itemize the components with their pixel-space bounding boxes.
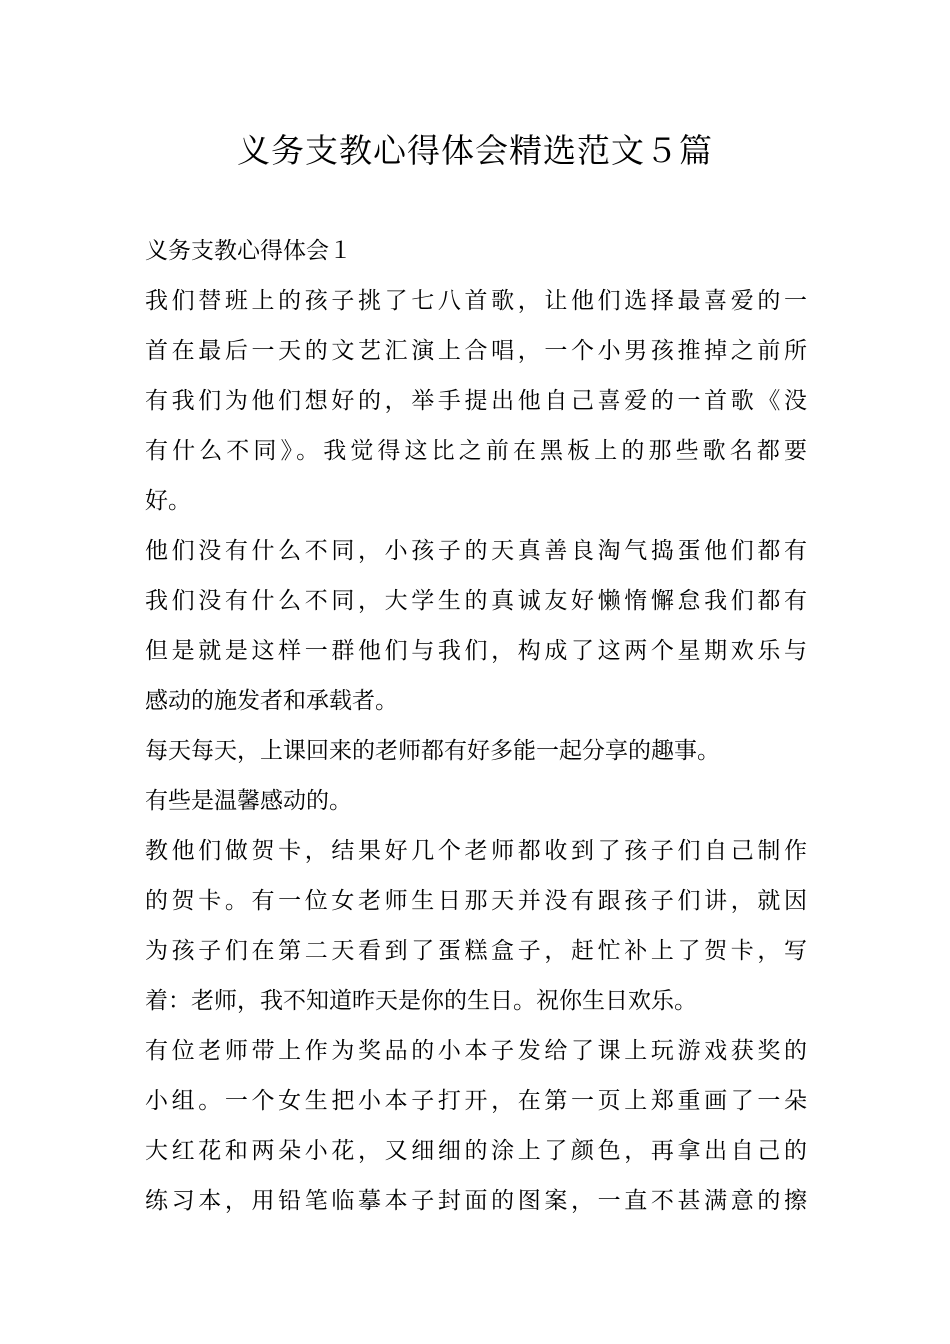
paragraph-1 xyxy=(145,276,807,526)
text-line: 每天每天，上课回来的老师都有好多能一起分享的趣事。 xyxy=(145,738,720,764)
paragraph-4 xyxy=(145,776,807,826)
text-line: 为孩子们在第二天看到了蛋糕盒子，赶忙补上了贺卡，写 xyxy=(145,938,807,964)
text-line: 有什么不同》。我觉得这比之前在黑板上的那些歌名都要 xyxy=(145,438,807,464)
text-line: 但是就是这样一群他们与我们，构成了这两个星期欢乐与 xyxy=(145,638,807,664)
text-line: 大红花和两朵小花，又细细的涂上了颜色，再拿出自己的 xyxy=(145,1138,807,1164)
text-line: 着：老师，我不知道昨天是你的生日。祝你生日欢乐。 xyxy=(145,988,697,1014)
section-heading: 义务支教心得体会１ xyxy=(145,238,352,264)
paragraph-5 xyxy=(145,826,807,1026)
text-line: 感动的施发者和承载者。 xyxy=(145,688,398,714)
text-line: 有位老师带上作为奖品的小本子发给了课上玩游戏获奖的 xyxy=(145,1038,807,1064)
text-line: 的贺卡。有一位女老师生日那天并没有跟孩子们讲，就因 xyxy=(145,888,807,914)
text-line: 好。 xyxy=(145,488,191,514)
text-line: 我们替班上的孩子挑了七八首歌，让他们选择最喜爱的一 xyxy=(145,288,807,314)
document-title: 义务支教心得体会精选范文５篇 xyxy=(237,131,713,170)
text-line: 我们没有什么不同，大学生的真诚友好懒惰懈怠我们都有 xyxy=(145,588,807,614)
text-line: 他们没有什么不同，小孩子的天真善良淘气捣蛋他们都有 xyxy=(145,538,807,564)
paragraph-3 xyxy=(145,726,807,776)
text-line: 有我们为他们想好的，举手提出他自己喜爱的一首歌《没 xyxy=(145,388,807,414)
text-line: 教他们做贺卡，结果好几个老师都收到了孩子们自己制作 xyxy=(145,838,807,864)
paragraph-2 xyxy=(145,526,807,726)
text-line: 练习本，用铅笔临摹本子封面的图案，一直不甚满意的擦 xyxy=(145,1188,807,1214)
paragraph-6 xyxy=(145,1026,807,1226)
text-line: 有些是温馨感动的。 xyxy=(145,788,352,814)
document-body xyxy=(145,226,807,1226)
text-line: 首在最后一天的文艺汇演上合唱，一个小男孩推掉之前所 xyxy=(145,338,807,364)
text-line: 小组。一个女生把小本子打开，在第一页上郑重画了一朵 xyxy=(145,1088,807,1114)
